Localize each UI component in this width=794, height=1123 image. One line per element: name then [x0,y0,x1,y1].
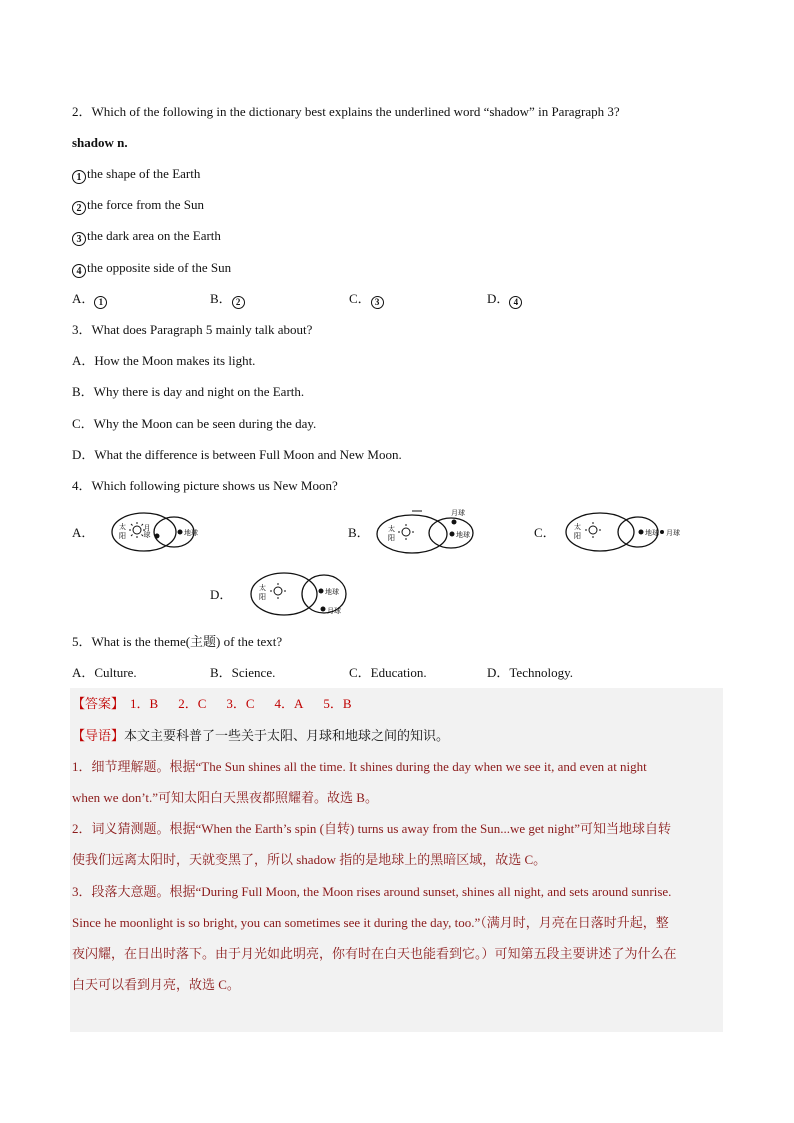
sun-label: 阳 [574,532,581,540]
explanation-line: Since he moonlight is so bright, you can sometimes see it during the day, too.”（满月时，月亮在日落时升起，整 [72,915,669,930]
q5-option-b[interactable]: B．Science. [210,665,276,680]
q3-stem: 3．What does Paragraph 5 mainly talk about? [72,322,313,337]
q2-def-3 [72,228,221,246]
guide-tag: 【导语】 [72,729,125,744]
earth-dot-icon [178,530,183,535]
q2-option-d[interactable]: D． 4 [487,291,523,309]
q3-option-b[interactable]: B．Why there is day and night on the Earth. [72,384,305,399]
sun-label: 阳 [119,532,126,540]
moon-dot-icon [660,530,664,534]
answer-line [72,696,352,713]
sun-icon [585,522,601,538]
q5-stem: 5．What is the theme(主题) of the text? [72,634,283,649]
explanation-line: 使我们远离太阳时，天就变黑了，所以 shadow 指的是地球上的黑暗区域，故选 C。 [72,852,547,867]
q4-diagram-b[interactable] [372,503,484,565]
moon-label: 月球 [143,524,151,538]
earth-label: 地球 [645,529,659,537]
q2-option-b[interactable]: B． 2 [210,291,246,309]
explanation-line: 2．词义猜测题。根据“When the Earth’s spin (自转) turns us away from the Sun...we get night”可知当地球自转 [72,821,671,836]
sun-icon [398,524,414,540]
circled-number: 2 [72,201,86,215]
q4-label-b[interactable]: B． [348,525,370,540]
circled-number: 4 [509,296,522,309]
sun-label: 阳 [388,534,395,542]
explanation-line: when we don’t.”可知太阳白天黑夜都照耀着。故选 B。 [72,790,378,805]
q5-option-c[interactable]: C．Education. [349,665,427,680]
def-text: the dark area on the Earth [87,228,221,243]
circled-number: 3 [371,296,384,309]
earth-label: 地球 [456,531,470,539]
q2-option-a[interactable]: A． 1 [72,291,108,309]
circled-number: 4 [72,264,86,278]
q2-def-4 [72,260,231,278]
moon-dot-icon [321,607,326,612]
q4-diagram-a[interactable] [108,506,218,566]
q3-option-d[interactable]: D．What the difference is between Full Moon and New Moon. [72,447,402,462]
def-text: the force from the Sun [87,197,204,212]
answer-item: 1．B [130,696,159,711]
answer-tag: 【答案】 [72,697,125,712]
sun-label: 太 [388,525,395,533]
moon-dot-icon [452,520,457,525]
answer-item: 3．C [226,696,255,711]
sun-label: 阳 [259,593,266,601]
circled-number: 1 [72,170,86,184]
q2-stem: 2．Which of the following in the dictionary best explains the underlined word “shadow” in Paragraph 3? [72,104,620,119]
answer-item: 4．A [274,696,304,711]
moon-label: 月球 [327,607,341,615]
q2-def-1 [72,166,200,184]
sun-label: 太 [574,523,581,531]
q5-option-d[interactable]: D．Technology. [487,665,573,680]
explanation-line: 1．细节理解题。根据“The Sun shines all the time. It shines during the day when we see it, and even at night [72,759,647,774]
sun-label: 太 [259,584,266,592]
q2-headword: shadow n. [72,135,128,150]
q4-label-a[interactable]: A． [72,525,95,540]
q3-option-a[interactable]: A．How the Moon makes its light. [72,353,256,368]
moon-label: 月球 [451,509,465,517]
q2-option-c[interactable]: C． 3 [349,291,385,309]
q4-diagram-c[interactable] [562,506,692,566]
q4-label-c[interactable]: C． [534,525,556,540]
circled-number: 1 [94,296,107,309]
earth-dot-icon [319,589,324,594]
explanation-line: 夜闪耀，在日出时落下。由于月光如此明亮，你有时在白天也能看到它。）可知第五段主要讲述了为什么在 [72,946,677,961]
q4-label-d[interactable]: D． [210,587,233,602]
answer-item: 2．C [178,696,207,711]
guide-line [72,728,449,745]
earth-dot-icon [639,530,644,535]
q4-diagram-d[interactable] [248,566,358,628]
def-text: the shape of the Earth [87,166,201,181]
sun-label: 太 [119,523,126,531]
circled-number: 2 [232,296,245,309]
earth-label: 地球 [184,529,198,537]
circled-number: 3 [72,232,86,246]
moon-dot-icon [155,534,160,539]
explanation-line: 3．段落大意题。根据“During Full Moon, the Moon rises around sunset, shines all night, and sets around sunrise. [72,884,672,899]
answer-item: 5．B [323,696,352,711]
guide-text: 本文主要科普了一些关于太阳、月球和地球之间的知识。 [124,729,450,744]
sun-icon [270,583,286,599]
earth-dot-icon [450,532,455,537]
q3-option-c[interactable]: C．Why the Moon can be seen during the day. [72,416,317,431]
q4-stem: 4．Which following picture shows us New Moon? [72,478,338,493]
def-text: the opposite side of the Sun [87,260,232,275]
earth-label: 地球 [325,588,339,596]
explanation-line: 白天可以看到月亮，故选 C。 [72,977,240,992]
q2-def-2 [72,197,204,215]
q5-option-a[interactable]: A．Culture. [72,665,137,680]
moon-label: 月球 [666,529,680,537]
